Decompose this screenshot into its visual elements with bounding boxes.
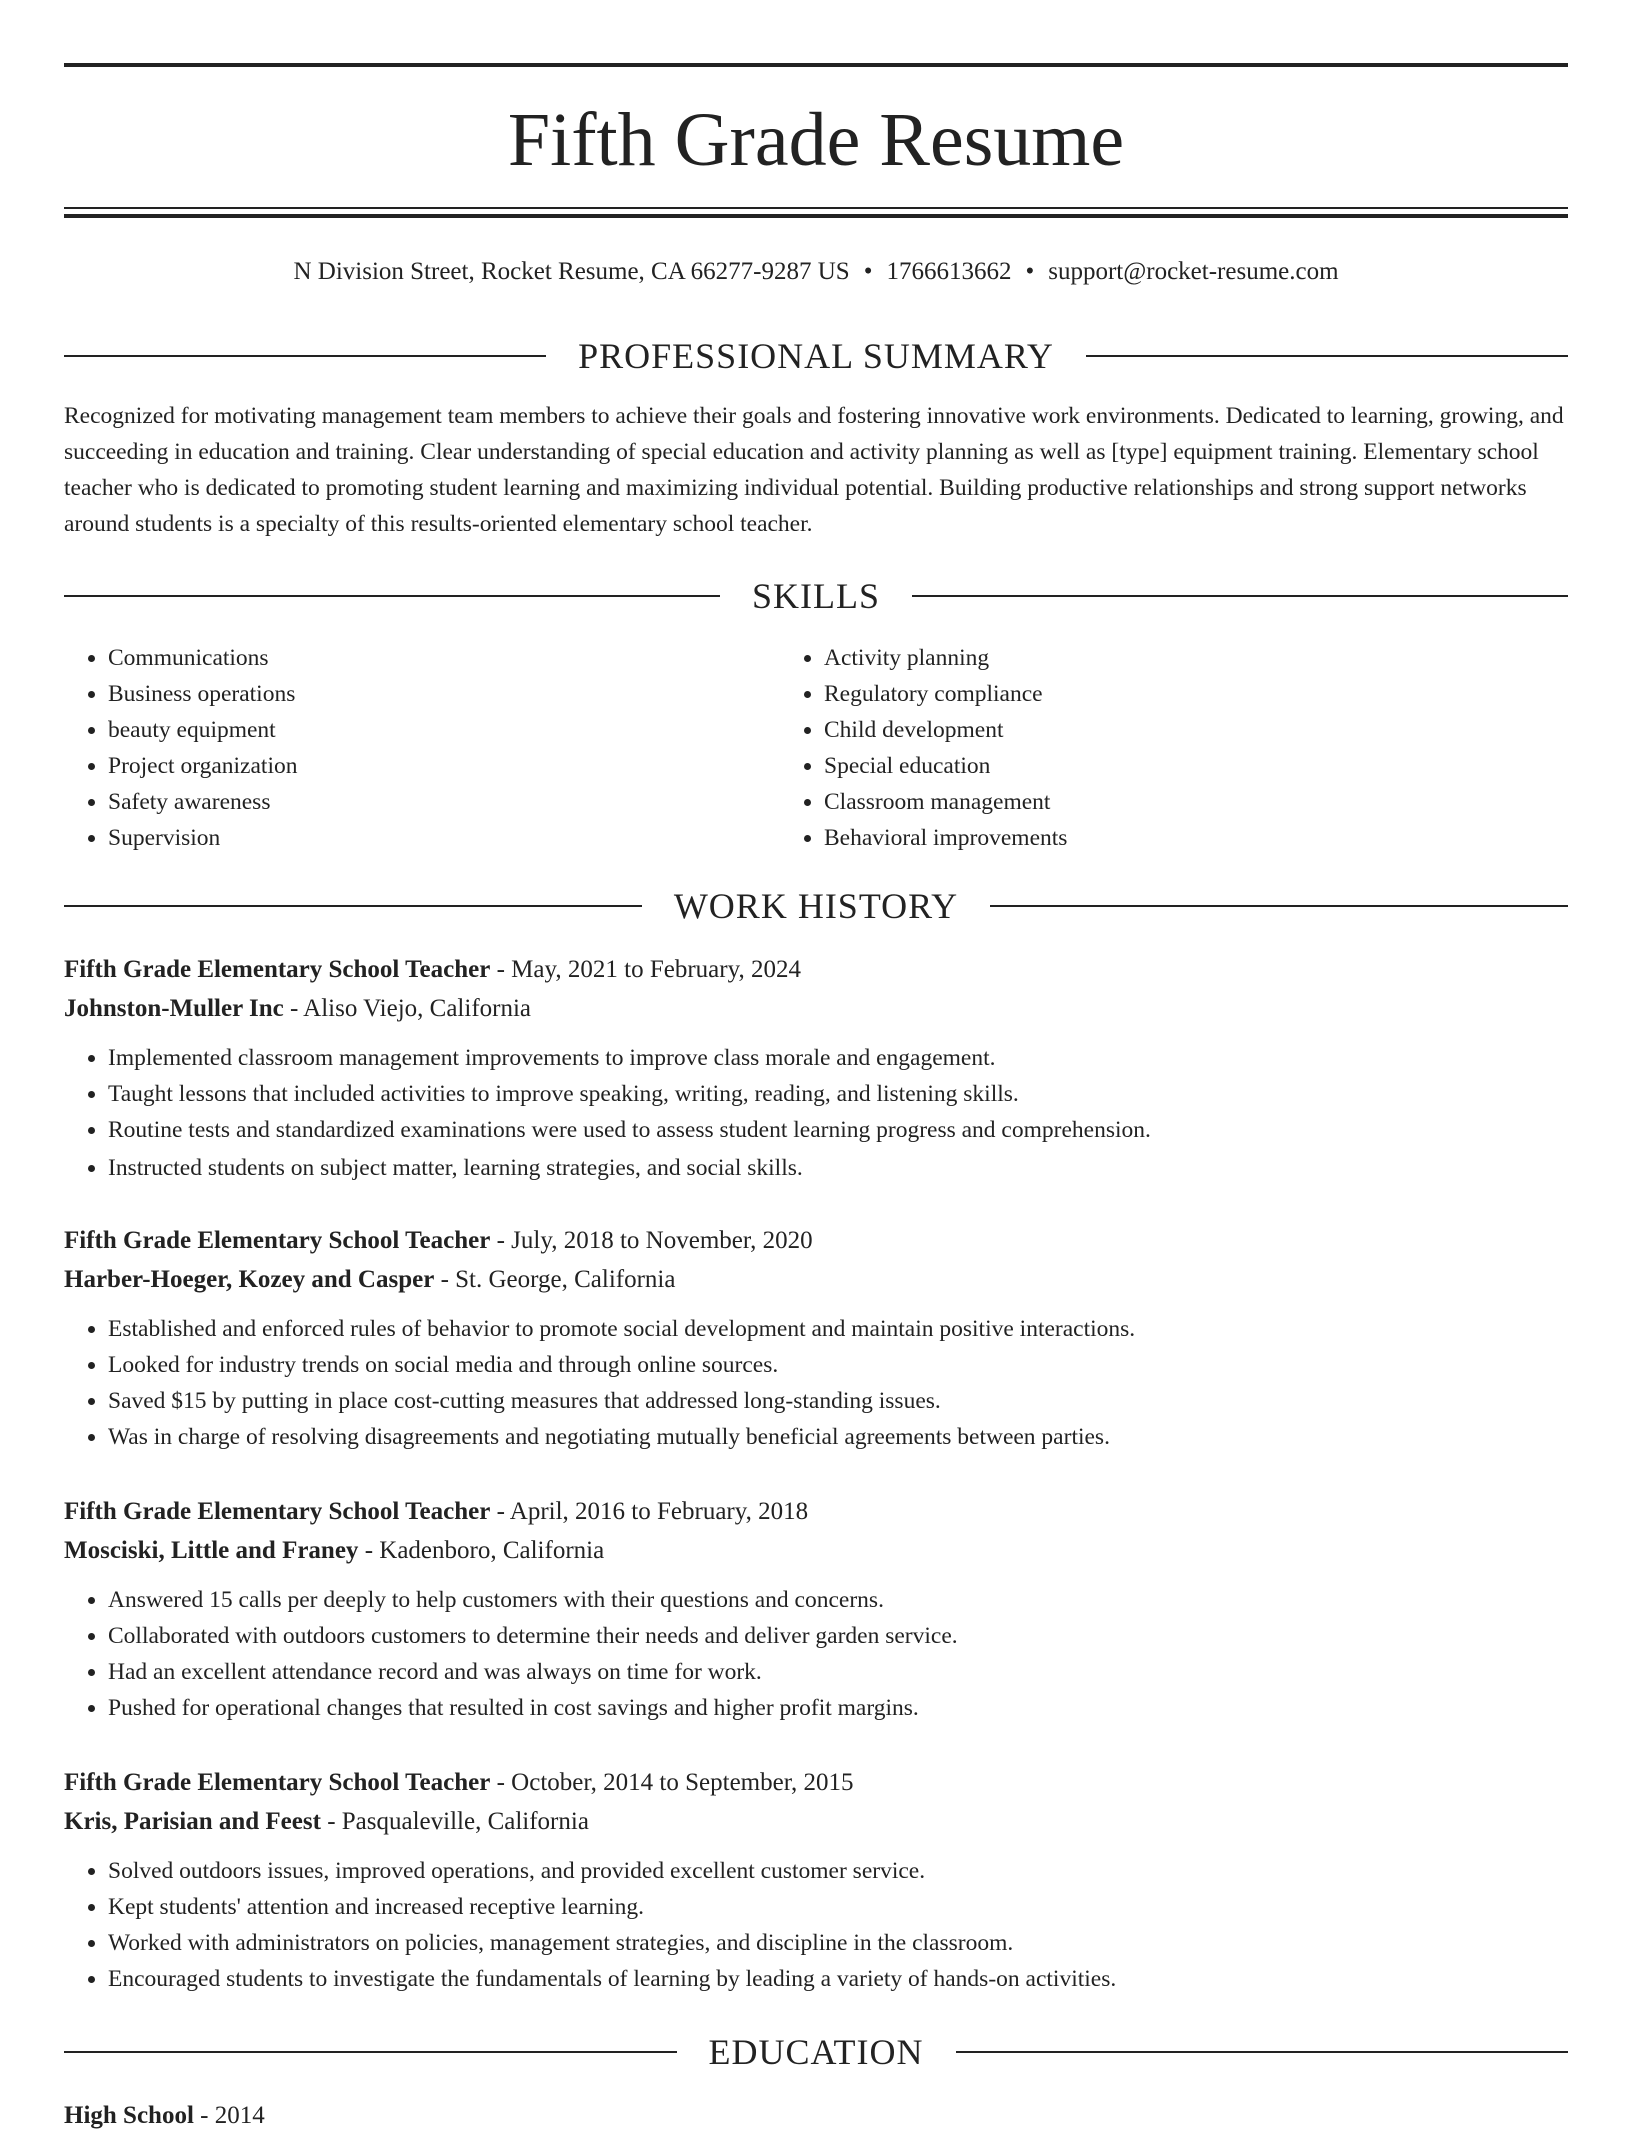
contact-address: N Division Street, Rocket Resume, CA 66277-9287 US [293,258,850,285]
job-company: Johnston-Muller Inc [64,995,284,1022]
job-title: Fifth Grade Elementary School Teacher [64,1769,491,1796]
skills-section-heading [64,574,1568,618]
job-bullet: • Kept students' attention and increased receptive learning. [108,1889,1568,1925]
job-bullets [64,1582,1568,1726]
job-bullet: • Looked for industry trends on social media and through online sources. [108,1347,1568,1383]
header-rule-upper [64,207,1568,209]
job-title: Fifth Grade Elementary School Teacher [64,1227,491,1254]
skill-item: • Classroom management [824,784,1460,820]
summary-text: Recognized for motivating management team members to achieve their goals and fostering innovative work environments. Dedicated to learning, growing, and succeeding in education and training. Clear understanding of special education and activity planning as well as [type] equipment training. Elementary school teacher who is dedicated to promoting student learning and maximizing individual potential. Building productive relationships and strong support networks around students is a specialty of this results-oriented elementary school teacher. [64,403,1564,537]
work-heading: WORK HISTORY [673,886,959,926]
heading-rule-right [990,905,1568,907]
skill-item: • Project organization [108,748,762,784]
heading-rule-left [64,2051,677,2053]
header-top-rule [64,63,1568,67]
job-bullets [64,1040,1568,1186]
work-section-heading [64,884,1568,928]
job-entry [64,1221,1568,1455]
job-entry [64,1763,1568,1997]
job-dates: - May, 2021 to February, 2024 [490,956,801,983]
job-bullet: • Routine tests and standardized examinations were used to assess student learning progress and comprehension. [108,1112,1568,1148]
job-company: Kris, Parisian and Feest [64,1808,321,1835]
job-location: - Kadenboro, California [358,1537,605,1564]
skill-item: • Behavioral improvements [824,820,1460,856]
contact-separator: • [863,258,873,285]
job-bullet: • Encouraged students to investigate the fundamentals of learning by leading a variety of hands-on activities. [108,1961,1568,1997]
contact-separator: • [1025,258,1035,285]
job-title-line [64,950,1568,989]
skill-item: • Supervision [108,820,762,856]
job-company-line [64,1802,1568,1841]
heading-rule-left [64,355,546,357]
skill-item: • Child development [824,712,1460,748]
skill-item: • Business operations [108,676,762,712]
job-entry [64,1492,1568,1726]
contact-phone: 1766613662 [886,258,1012,285]
skill-item: • Regulatory compliance [824,676,1460,712]
job-dates: - April, 2016 to February, 2018 [490,1498,809,1525]
skill-item: • Activity planning [824,640,1460,676]
job-location: - Aliso Viejo, California [283,995,532,1022]
skills-heading: SKILLS [752,576,881,616]
heading-rule-left [64,595,720,597]
job-bullet: • Answered 15 calls per deeply to help customers with their questions and concerns. [108,1582,1568,1618]
summary-heading: PROFESSIONAL SUMMARY [578,336,1054,376]
job-company: Harber-Hoeger, Kozey and Casper [64,1266,435,1293]
education-section-heading [64,2030,1568,2074]
job-bullet: • Taught lessons that included activities to improve speaking, writing, reading, and listening skills. [108,1076,1568,1112]
job-location: - St. George, California [434,1266,676,1293]
heading-rule-left [64,905,642,907]
job-title-line [64,1492,1568,1531]
contact-line [64,254,1568,290]
heading-rule-right [956,2051,1569,2053]
job-title: Fifth Grade Elementary School Teacher [64,956,491,983]
job-company: Mosciski, Little and Franey [64,1537,359,1564]
skill-item: • Special education [824,748,1460,784]
job-bullets [64,1853,1568,1997]
resume-title: Fifth Grade Resume [507,98,1125,182]
job-bullets [64,1311,1568,1455]
summary-section-heading [64,334,1568,378]
education-year: - 2014 [193,2102,265,2129]
job-bullet: • Collaborated with outdoors customers to determine their needs and deliver garden service. [108,1618,1568,1654]
job-company-line [64,1260,1568,1299]
contact-email[interactable]: support@rocket-resume.com [1048,258,1339,285]
job-bullet: • Saved $15 by putting in place cost-cutting measures that addressed long-standing issues. [108,1383,1568,1419]
job-title-line [64,1763,1568,1802]
skill-item: • Communications [108,640,762,676]
skills-list [64,640,1568,856]
job-bullet: • Was in charge of resolving disagreements and negotiating mutually beneficial agreements between parties. [108,1419,1568,1455]
job-bullet: • Had an excellent attendance record and was always on time for work. [108,1654,1568,1690]
job-title: Fifth Grade Elementary School Teacher [64,1498,491,1525]
heading-rule-right [1086,355,1568,357]
job-location: - Pasqualeville, California [320,1808,589,1835]
skills-column-right [762,640,1460,856]
education-school: High School [64,2102,194,2129]
job-bullet: • Solved outdoors issues, improved operations, and provided excellent customer service. [108,1853,1568,1889]
job-bullet: • Established and enforced rules of behavior to promote social development and maintain positive interactions. [108,1311,1568,1347]
header-rule-lower [64,214,1568,218]
education-heading: EDUCATION [708,2032,924,2072]
job-entry [64,950,1568,1186]
skill-item: • Safety awareness [108,784,762,820]
job-dates: - October, 2014 to September, 2015 [490,1769,854,1796]
job-bullet: • Instructed students on subject matter, learning strategies, and social skills. [108,1150,1568,1186]
job-company-line [64,1531,1568,1570]
job-bullet: • Implemented classroom management improvements to improve class morale and engagement. [108,1040,1568,1076]
job-title-line [64,1221,1568,1260]
job-bullet: • Pushed for operational changes that resulted in cost savings and higher profit margins. [108,1690,1568,1726]
heading-rule-right [912,595,1568,597]
job-dates: - July, 2018 to November, 2020 [490,1227,813,1254]
job-bullet: • Worked with administrators on policies, management strategies, and discipline in the classroom. [108,1925,1568,1961]
job-company-line [64,989,1568,1028]
education-entry [64,2096,265,2135]
skills-column-left [64,640,762,856]
skill-item: • beauty equipment [108,712,762,748]
